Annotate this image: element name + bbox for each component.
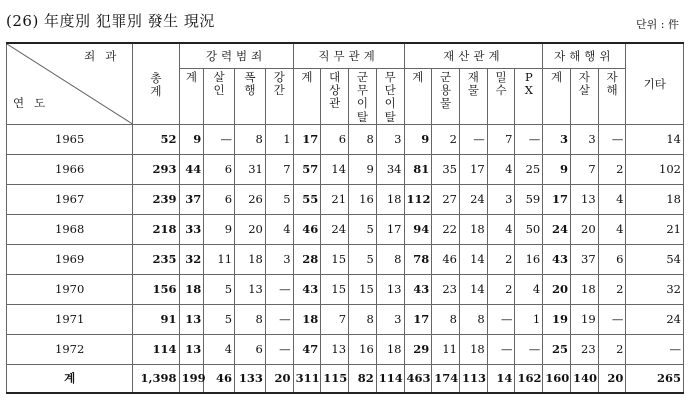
data-cell: 14 [459, 274, 487, 304]
group-header-selfharm: 자해행위 [543, 43, 626, 69]
data-cell: 15 [349, 274, 377, 304]
data-cell: 43 [293, 274, 321, 304]
data-cell: 34 [376, 154, 404, 184]
data-cell: 9 [404, 124, 432, 154]
data-cell: 5 [349, 214, 377, 244]
year-cell: 1968 [7, 214, 133, 244]
data-cell: 94 [404, 214, 432, 244]
data-cell: 24 [459, 184, 487, 214]
data-cell: 43 [404, 274, 432, 304]
data-cell: 24 [321, 214, 349, 244]
data-cell: — [204, 124, 235, 154]
data-cell: 25 [543, 334, 571, 364]
data-cell: 16 [349, 184, 377, 214]
data-cell: 8 [432, 304, 460, 334]
data-cell: 24 [626, 304, 684, 334]
table-row [7, 334, 684, 364]
sub-header: PX [515, 69, 543, 125]
data-cell: 33 [179, 214, 204, 244]
data-cell: 4 [487, 214, 515, 244]
data-cell: 78 [404, 244, 432, 274]
total-label-cell: 계 [7, 364, 133, 393]
data-cell: 265 [626, 364, 684, 393]
data-cell: 13 [179, 304, 204, 334]
data-cell: 44 [179, 154, 204, 184]
data-cell: 25 [515, 154, 543, 184]
data-cell: 8 [235, 304, 266, 334]
data-cell: 140 [570, 364, 598, 393]
data-cell: 18 [626, 184, 684, 214]
data-cell: 14 [487, 364, 515, 393]
data-cell: 5 [204, 274, 235, 304]
total-header: 총계 [133, 43, 179, 124]
data-cell: 35 [432, 154, 460, 184]
year-cell: 1965 [7, 124, 133, 154]
data-cell: 293 [133, 154, 179, 184]
table-row [7, 244, 684, 274]
year-cell: 1971 [7, 304, 133, 334]
data-cell: — [515, 124, 543, 154]
data-cell: 18 [459, 214, 487, 244]
data-cell: 7 [321, 304, 349, 334]
data-cell: 4 [598, 214, 626, 244]
table-body [7, 124, 684, 393]
data-cell: 27 [432, 184, 460, 214]
year-cell: 1972 [7, 334, 133, 364]
sub-header: 군무이탈 [349, 69, 377, 125]
data-cell: 18 [179, 274, 204, 304]
data-cell: 9 [204, 214, 235, 244]
data-cell: 20 [235, 214, 266, 244]
data-cell: 14 [321, 154, 349, 184]
table-title: (26) 年度別 犯罪別 發生 現況 [6, 12, 215, 30]
data-cell: 21 [321, 184, 349, 214]
data-cell: 13 [376, 274, 404, 304]
data-cell: 15 [321, 274, 349, 304]
data-cell: 15 [321, 244, 349, 274]
data-cell: 54 [626, 244, 684, 274]
data-cell: 115 [321, 364, 349, 393]
sub-header: 계 [404, 69, 432, 125]
year-cell: 1970 [7, 274, 133, 304]
data-cell: 7 [265, 154, 293, 184]
data-cell: 32 [626, 274, 684, 304]
table-row [7, 124, 684, 154]
total-row [7, 364, 684, 393]
data-cell: 31 [235, 154, 266, 184]
year-cell: 1967 [7, 184, 133, 214]
data-cell: 22 [432, 214, 460, 244]
data-cell: — [265, 334, 293, 364]
data-cell: 133 [235, 364, 266, 393]
data-cell: 20 [570, 214, 598, 244]
data-cell: 113 [459, 364, 487, 393]
sub-header: 계 [293, 69, 321, 125]
sub-header: 군용물 [432, 69, 460, 125]
group-header-violent: 강력범죄 [179, 43, 293, 69]
data-cell: 18 [293, 304, 321, 334]
data-cell: 16 [515, 244, 543, 274]
data-cell: 43 [543, 244, 571, 274]
data-cell: 26 [235, 184, 266, 214]
data-cell: 112 [404, 184, 432, 214]
group-header-duty: 직무관계 [293, 43, 404, 69]
data-cell: 1,398 [133, 364, 179, 393]
data-cell: 57 [293, 154, 321, 184]
data-cell: — [459, 124, 487, 154]
data-cell: 7 [487, 124, 515, 154]
data-cell: 4 [515, 274, 543, 304]
data-cell: 114 [376, 364, 404, 393]
data-cell: 3 [376, 304, 404, 334]
data-cell: 91 [133, 304, 179, 334]
sub-header: 계 [543, 69, 571, 125]
data-cell: 19 [543, 304, 571, 334]
table-header [7, 43, 684, 124]
data-cell: 7 [570, 154, 598, 184]
sub-header: 강간 [265, 69, 293, 125]
data-cell: 11 [204, 244, 235, 274]
data-cell: 199 [179, 364, 204, 393]
data-cell: 3 [570, 124, 598, 154]
table-row [7, 214, 684, 244]
data-cell: 2 [598, 334, 626, 364]
sub-header: 자해 [598, 69, 626, 125]
corner-year-label: 연도 [13, 96, 56, 111]
data-cell: — [487, 304, 515, 334]
data-cell: 18 [376, 334, 404, 364]
data-cell: 9 [179, 124, 204, 154]
other-header: 기타 [626, 43, 684, 124]
data-cell: 11 [432, 334, 460, 364]
data-cell: 52 [133, 124, 179, 154]
data-cell: 50 [515, 214, 543, 244]
data-cell: 114 [133, 334, 179, 364]
data-cell: 2 [598, 274, 626, 304]
data-cell: 17 [543, 184, 571, 214]
data-cell: 3 [487, 184, 515, 214]
data-cell: 1 [265, 124, 293, 154]
data-cell: 8 [376, 244, 404, 274]
data-cell: 17 [459, 154, 487, 184]
data-cell: — [487, 334, 515, 364]
data-cell: 18 [459, 334, 487, 364]
data-cell: 239 [133, 184, 179, 214]
data-cell: 55 [293, 184, 321, 214]
data-cell: 18 [235, 244, 266, 274]
data-cell: 5 [349, 244, 377, 274]
data-cell: 82 [349, 364, 377, 393]
sub-header: 대상관 [321, 69, 349, 125]
data-cell: 2 [598, 154, 626, 184]
data-cell: 32 [179, 244, 204, 274]
data-cell: 5 [204, 304, 235, 334]
sub-header: 폭행 [235, 69, 266, 125]
data-cell: 21 [626, 214, 684, 244]
sub-header: 재물 [459, 69, 487, 125]
data-cell: 162 [515, 364, 543, 393]
data-cell: 23 [432, 274, 460, 304]
data-cell: 4 [204, 334, 235, 364]
data-cell: 18 [376, 184, 404, 214]
data-cell: 235 [133, 244, 179, 274]
sub-header: 살인 [204, 69, 235, 125]
table-row [7, 184, 684, 214]
data-cell: 2 [432, 124, 460, 154]
data-cell: 46 [432, 244, 460, 274]
sub-header: 계 [179, 69, 204, 125]
data-cell: 8 [349, 304, 377, 334]
data-cell: 29 [404, 334, 432, 364]
data-cell: 9 [349, 154, 377, 184]
data-cell: 6 [204, 154, 235, 184]
data-cell: 47 [293, 334, 321, 364]
table-row [7, 274, 684, 304]
data-cell: 8 [235, 124, 266, 154]
data-cell: 102 [626, 154, 684, 184]
data-cell: — [265, 304, 293, 334]
data-cell: 17 [293, 124, 321, 154]
data-cell: 311 [293, 364, 321, 393]
data-cell: 17 [404, 304, 432, 334]
data-cell: 17 [376, 214, 404, 244]
data-cell: 6 [204, 184, 235, 214]
data-cell: 2 [487, 274, 515, 304]
data-cell: 14 [626, 124, 684, 154]
data-cell: 37 [570, 244, 598, 274]
data-cell: 20 [543, 274, 571, 304]
data-cell: 6 [235, 334, 266, 364]
data-cell: 46 [293, 214, 321, 244]
sub-header: 밀수 [487, 69, 515, 125]
data-cell: 46 [204, 364, 235, 393]
data-cell: 13 [321, 334, 349, 364]
data-cell: 20 [598, 364, 626, 393]
table-row [7, 154, 684, 184]
data-cell: — [626, 334, 684, 364]
data-cell: 5 [265, 184, 293, 214]
table-row [7, 304, 684, 334]
data-cell: 16 [349, 334, 377, 364]
year-cell: 1969 [7, 244, 133, 274]
data-cell: 59 [515, 184, 543, 214]
data-cell: 174 [432, 364, 460, 393]
data-cell: 6 [598, 244, 626, 274]
data-cell: 23 [570, 334, 598, 364]
data-cell: 4 [487, 154, 515, 184]
corner-header-cell [7, 43, 133, 124]
data-cell: 2 [487, 244, 515, 274]
data-cell: 160 [543, 364, 571, 393]
data-cell: 9 [543, 154, 571, 184]
crime-statistics-table [6, 42, 684, 394]
data-cell: 8 [459, 304, 487, 334]
data-cell: 3 [543, 124, 571, 154]
data-cell: 19 [570, 304, 598, 334]
data-cell: 28 [293, 244, 321, 274]
data-cell: 463 [404, 364, 432, 393]
data-cell: 4 [265, 214, 293, 244]
data-cell: 3 [376, 124, 404, 154]
corner-crime-label: 죄과 [84, 49, 127, 63]
year-cell: 1966 [7, 154, 133, 184]
data-cell: 24 [543, 214, 571, 244]
data-cell: — [265, 274, 293, 304]
data-cell: 156 [133, 274, 179, 304]
data-cell: 37 [179, 184, 204, 214]
data-cell: 6 [321, 124, 349, 154]
data-cell: 218 [133, 214, 179, 244]
data-cell: — [515, 334, 543, 364]
data-cell: 3 [265, 244, 293, 274]
data-cell: 18 [570, 274, 598, 304]
data-cell: 13 [235, 274, 266, 304]
data-cell: — [598, 124, 626, 154]
data-cell: 1 [515, 304, 543, 334]
group-header-property: 재산관계 [404, 43, 543, 69]
sub-header: 자살 [570, 69, 598, 125]
data-cell: 4 [598, 184, 626, 214]
unit-label: 단위 : 件 [636, 18, 679, 31]
data-cell: 13 [179, 334, 204, 364]
data-cell: 8 [349, 124, 377, 154]
data-cell: 14 [459, 244, 487, 274]
data-cell: 13 [570, 184, 598, 214]
sub-header: 무단이탈 [376, 69, 404, 125]
data-cell: 20 [265, 364, 293, 393]
data-cell: 81 [404, 154, 432, 184]
data-cell: — [598, 304, 626, 334]
